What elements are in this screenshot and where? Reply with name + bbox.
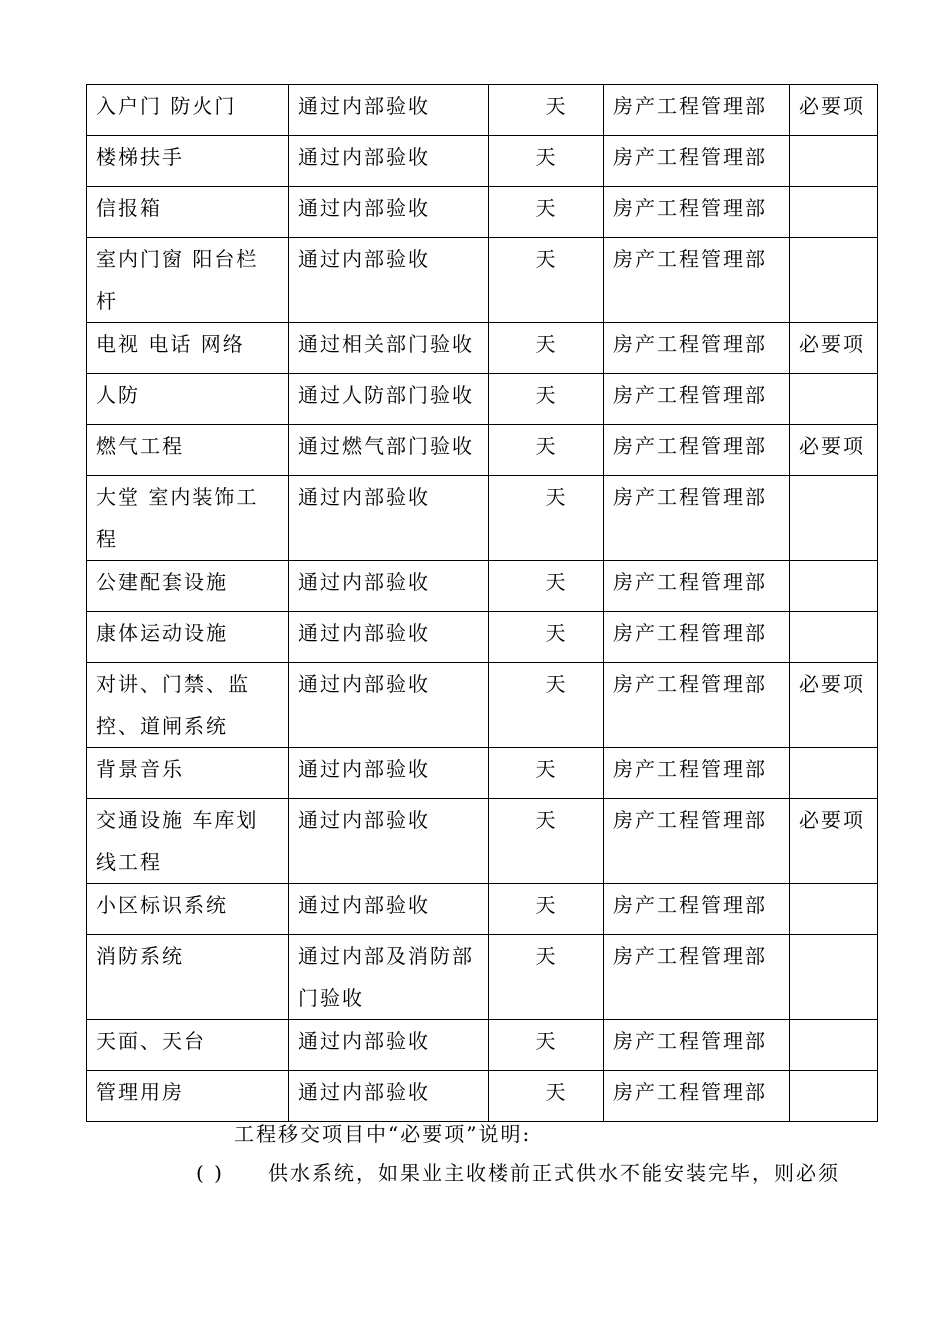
table-row: [87, 935, 878, 1020]
cell-item-text: 人防: [96, 383, 140, 407]
cell-days-text: 天: [535, 434, 558, 458]
cell-method-text: 通过内部验收: [298, 247, 430, 271]
handover-table: [86, 84, 878, 1122]
cell-days-text: 天: [535, 893, 558, 917]
cell-note: [790, 884, 878, 935]
cell-method-text: 通过人防部门验收: [298, 383, 474, 407]
cell-method: [289, 799, 489, 884]
cell-method: [289, 476, 489, 561]
cell-dept-text: 房产工程管理部: [613, 94, 767, 118]
notes-item-paren: ( ): [196, 1161, 224, 1185]
cell-method: [289, 884, 489, 935]
cell-note: [790, 561, 878, 612]
cell-item: [87, 1020, 289, 1071]
cell-note-text: 必要项: [799, 332, 865, 356]
cell-item: [87, 323, 289, 374]
cell-method: [289, 136, 489, 187]
cell-item-text: 信报箱: [96, 196, 162, 220]
cell-item-text: 康体运动设施: [96, 621, 228, 645]
table-row: [87, 748, 878, 799]
cell-days-text: 天: [535, 332, 558, 356]
cell-note: [790, 85, 878, 136]
cell-method: [289, 374, 489, 425]
cell-days-text: 天: [535, 757, 558, 781]
cell-method: [289, 187, 489, 238]
cell-days-text: 天: [545, 1080, 568, 1104]
cell-dept: [604, 323, 790, 374]
cell-item: [87, 374, 289, 425]
table-row: [87, 663, 878, 748]
cell-item-text: 管理用房: [96, 1080, 184, 1104]
cell-item: [87, 884, 289, 935]
cell-item: [87, 748, 289, 799]
cell-note: [790, 425, 878, 476]
cell-item: [87, 799, 289, 884]
cell-dept: [604, 1071, 790, 1122]
cell-note: [790, 238, 878, 323]
cell-method: [289, 935, 489, 1020]
cell-days-text: 天: [535, 145, 558, 169]
cell-method-text: 通过内部验收: [298, 485, 430, 509]
cell-method-text: 通过内部验收: [298, 621, 430, 645]
table-row: [87, 425, 878, 476]
cell-method: [289, 425, 489, 476]
cell-item: [87, 1071, 289, 1122]
cell-days: [489, 748, 604, 799]
cell-method-text: 通过内部及消防部门验收: [298, 944, 474, 1010]
cell-item-text: 室内门窗 阳台栏杆: [96, 247, 259, 313]
cell-item-text: 背景音乐: [96, 757, 184, 781]
cell-dept: [604, 799, 790, 884]
table-row: [87, 476, 878, 561]
cell-method-text: 通过内部验收: [298, 808, 430, 832]
cell-dept-text: 房产工程管理部: [613, 1080, 767, 1104]
notes-item-text: 供水系统，如果业主收楼前正式供水不能安装完毕，则必须: [268, 1161, 840, 1185]
cell-dept-text: 房产工程管理部: [613, 145, 767, 169]
cell-note: [790, 935, 878, 1020]
cell-days-text: 天: [535, 383, 558, 407]
cell-note: [790, 1071, 878, 1122]
cell-dept-text: 房产工程管理部: [613, 196, 767, 220]
cell-days: [489, 1020, 604, 1071]
table-row: [87, 238, 878, 323]
table-row: [87, 1020, 878, 1071]
cell-method: [289, 663, 489, 748]
table-row: [87, 1071, 878, 1122]
cell-item: [87, 476, 289, 561]
table-row: [87, 374, 878, 425]
cell-dept-text: 房产工程管理部: [613, 808, 767, 832]
cell-note: [790, 748, 878, 799]
cell-method: [289, 238, 489, 323]
cell-method: [289, 85, 489, 136]
cell-note: [790, 374, 878, 425]
notes-item: [196, 1156, 840, 1190]
cell-note: [790, 323, 878, 374]
cell-item: [87, 136, 289, 187]
cell-note: [790, 476, 878, 561]
cell-dept: [604, 884, 790, 935]
cell-dept: [604, 136, 790, 187]
cell-dept-text: 房产工程管理部: [613, 332, 767, 356]
table-row: [87, 136, 878, 187]
cell-days-text: 天: [545, 485, 568, 509]
cell-dept-text: 房产工程管理部: [613, 485, 767, 509]
cell-item-text: 电视 电话 网络: [96, 332, 245, 356]
cell-note-text: 必要项: [799, 808, 865, 832]
cell-dept: [604, 612, 790, 663]
cell-dept-text: 房产工程管理部: [613, 383, 767, 407]
cell-days: [489, 1071, 604, 1122]
cell-item-text: 入户门 防火门: [96, 94, 237, 118]
cell-item: [87, 935, 289, 1020]
cell-days-text: 天: [535, 808, 558, 832]
cell-item-text: 小区标识系统: [96, 893, 228, 917]
cell-days: [489, 238, 604, 323]
cell-note: [790, 799, 878, 884]
cell-dept-text: 房产工程管理部: [613, 570, 767, 594]
cell-dept: [604, 663, 790, 748]
cell-days-text: 天: [545, 621, 568, 645]
cell-item: [87, 187, 289, 238]
table-row: [87, 561, 878, 612]
cell-method: [289, 323, 489, 374]
cell-days: [489, 374, 604, 425]
cell-note: [790, 663, 878, 748]
cell-note-text: 必要项: [799, 94, 865, 118]
handover-table-body: [87, 85, 878, 1122]
cell-item-text: 天面、天台: [96, 1029, 206, 1053]
cell-method: [289, 1020, 489, 1071]
cell-item: [87, 612, 289, 663]
cell-dept: [604, 425, 790, 476]
cell-method-text: 通过内部验收: [298, 570, 430, 594]
cell-method-text: 通过内部验收: [298, 1029, 430, 1053]
cell-days: [489, 425, 604, 476]
cell-item: [87, 425, 289, 476]
cell-item-text: 消防系统: [96, 944, 184, 968]
cell-days-text: 天: [535, 944, 558, 968]
cell-days-text: 天: [545, 94, 568, 118]
cell-days: [489, 85, 604, 136]
cell-item-text: 对讲、门禁、监控、道闸系统: [96, 672, 250, 738]
cell-method-text: 通过内部验收: [298, 757, 430, 781]
cell-item-text: 大堂 室内装饰工程: [96, 485, 259, 551]
cell-method-text: 通过内部验收: [298, 1080, 430, 1104]
cell-note-text: 必要项: [799, 434, 865, 458]
cell-days-text: 天: [545, 672, 568, 696]
cell-item-text: 交通设施 车库划线工程: [96, 808, 259, 874]
cell-method-text: 通过内部验收: [298, 672, 430, 696]
cell-method-text: 通过内部验收: [298, 196, 430, 220]
cell-method-text: 通过燃气部门验收: [298, 434, 474, 458]
cell-method: [289, 1071, 489, 1122]
cell-days: [489, 663, 604, 748]
cell-days: [489, 323, 604, 374]
cell-method: [289, 612, 489, 663]
cell-dept: [604, 476, 790, 561]
cell-note: [790, 1020, 878, 1071]
cell-days-text: 天: [535, 247, 558, 271]
table-row: [87, 884, 878, 935]
table-row: [87, 799, 878, 884]
cell-note: [790, 612, 878, 663]
cell-days: [489, 561, 604, 612]
cell-days: [489, 476, 604, 561]
cell-days-text: 天: [545, 570, 568, 594]
cell-item: [87, 561, 289, 612]
cell-method-text: 通过相关部门验收: [298, 332, 474, 356]
cell-note: [790, 187, 878, 238]
cell-dept-text: 房产工程管理部: [613, 247, 767, 271]
table-row: [87, 85, 878, 136]
cell-item: [87, 238, 289, 323]
cell-dept-text: 房产工程管理部: [613, 893, 767, 917]
cell-dept-text: 房产工程管理部: [613, 672, 767, 696]
table-row: [87, 323, 878, 374]
cell-dept-text: 房产工程管理部: [613, 434, 767, 458]
notes-title: 工程移交项目中“必要项”说明:: [234, 1122, 532, 1146]
cell-item-text: 燃气工程: [96, 434, 184, 458]
cell-days: [489, 799, 604, 884]
table-row: [87, 187, 878, 238]
cell-method: [289, 561, 489, 612]
cell-note-text: 必要项: [799, 672, 865, 696]
cell-dept: [604, 748, 790, 799]
cell-days-text: 天: [535, 196, 558, 220]
cell-dept: [604, 187, 790, 238]
cell-dept: [604, 935, 790, 1020]
cell-dept: [604, 374, 790, 425]
table-row: [87, 612, 878, 663]
cell-days: [489, 136, 604, 187]
cell-dept: [604, 238, 790, 323]
cell-days: [489, 935, 604, 1020]
cell-item-text: 公建配套设施: [96, 570, 228, 594]
cell-dept-text: 房产工程管理部: [613, 1029, 767, 1053]
cell-method-text: 通过内部验收: [298, 893, 430, 917]
cell-dept-text: 房产工程管理部: [613, 757, 767, 781]
cell-dept: [604, 85, 790, 136]
cell-method-text: 通过内部验收: [298, 94, 430, 118]
cell-dept-text: 房产工程管理部: [613, 944, 767, 968]
cell-dept: [604, 561, 790, 612]
cell-note: [790, 136, 878, 187]
cell-days-text: 天: [535, 1029, 558, 1053]
cell-method: [289, 748, 489, 799]
cell-dept-text: 房产工程管理部: [613, 621, 767, 645]
cell-item-text: 楼梯扶手: [96, 145, 184, 169]
cell-days: [489, 612, 604, 663]
cell-days: [489, 884, 604, 935]
cell-method-text: 通过内部验收: [298, 145, 430, 169]
cell-dept: [604, 1020, 790, 1071]
cell-days: [489, 187, 604, 238]
cell-item: [87, 85, 289, 136]
cell-item: [87, 663, 289, 748]
